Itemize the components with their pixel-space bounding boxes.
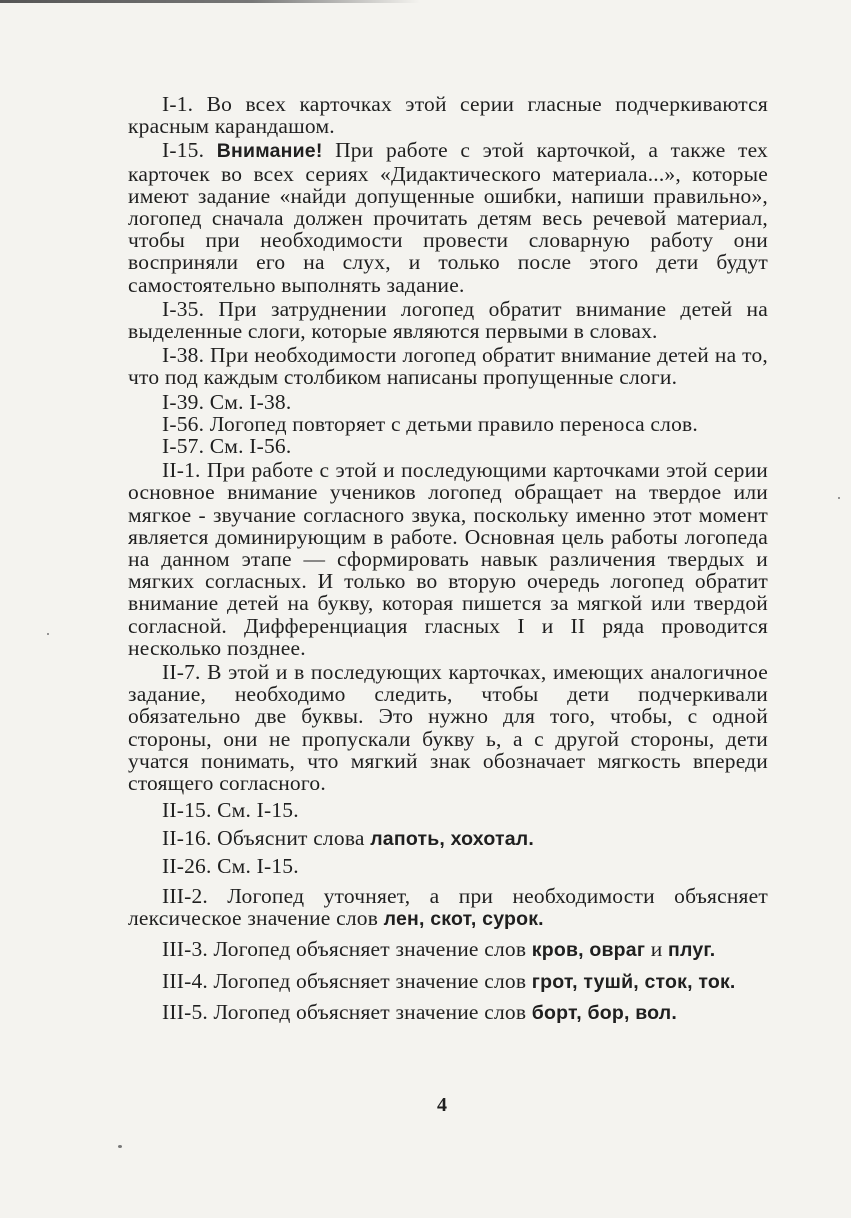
paragraph-i-35: I-35. При затруднении логопед обратит внимание детей на выделенные слоги, которые являются первыми в словах. — [128, 296, 768, 344]
paragraph-ii-1: II-1. При работе с этой и последующими карточками этой серии основное внимание учеников логопед обращает на твердое или мягкое - звучание согласного звука, поскольку именно этот момент является доминирующим в работе. Основная цель работы логопеда на данном этапе — сформировать навык различения твердых и мягких согласных. И только во вторую очередь логопед обратит внимание детей на букву, которая пишется за мягкой или твердой согласной. Дифференциация гласных I и II ряда проводится несколько позднее. — [128, 458, 768, 660]
scan-top-edge — [0, 0, 420, 3]
scan-speck — [838, 497, 840, 499]
paragraph-i-15: I-15. Внимание! При работе с этой карточкой, а также тех карточек во всех сериях «Дидактического материала...», которые имеют задание «найди допущенные ошибки, напиши правильно», логопед сначала должен прочитать детям весь речевой материал, чтобы при необходимости провести словарную работу они восприняли его на слух, и только после этого дети будут самостоятельно выполнять задание. — [128, 138, 768, 297]
page-number: 4 — [437, 1094, 447, 1116]
paragraph-i-38: I-38. При необходимости логопед обратит внимание детей на то, что под каждым столбиком написаны пропущенные слоги. — [128, 343, 768, 390]
paragraph-i-1: I-1. Во всех карточках этой серии гласные подчеркиваются красным карандашом. — [128, 92, 768, 139]
paragraph-iii-3: III-3. Логопед объясняет значение слов кров, овраг и плуг. — [162, 937, 716, 962]
paragraph-ii-16: II-16. Объяснит слова лапоть, хохотал. — [162, 825, 534, 850]
document-body — [128, 93, 768, 1024]
scan-speck — [47, 633, 49, 635]
paragraph-i-39: I-39. См. I-38. — [162, 389, 292, 414]
paragraph-ii-7: II-7. В этой и в последующих карточках, имеющих аналогичное задание, необходимо следить, чтобы дети подчеркивали обязательно две буквы. Это нужно для того, чтобы, с одной стороны, они не пропускали букву ь, а с другой стороны, дети учатся понимать, что мягкий знак обозначает мягкость впереди стоящего согласного. — [128, 660, 768, 796]
paragraph-iii-2: III-2. Логопед уточняет, а при необходимости объясняет лексическое значение слов лен, скот, сурок. — [128, 883, 768, 931]
paragraph-i-56: I-56. Логопед повторяет с детьми правило переноса слов. — [162, 411, 698, 436]
paragraph-i-57: I-57. См. I-56. — [162, 434, 292, 459]
paragraph-iii-5: III-5. Логопед объясняет значение слов борт, бор, вол. — [162, 999, 677, 1024]
paragraph-ii-15: II-15. См. I-15. — [162, 798, 299, 823]
paragraph-iii-4: III-4. Логопед объясняет значение слов грот, тушй, сток, ток. — [162, 968, 736, 993]
paragraph-ii-26: II-26. См. I-15. — [162, 853, 299, 878]
scan-speck — [118, 1145, 122, 1148]
